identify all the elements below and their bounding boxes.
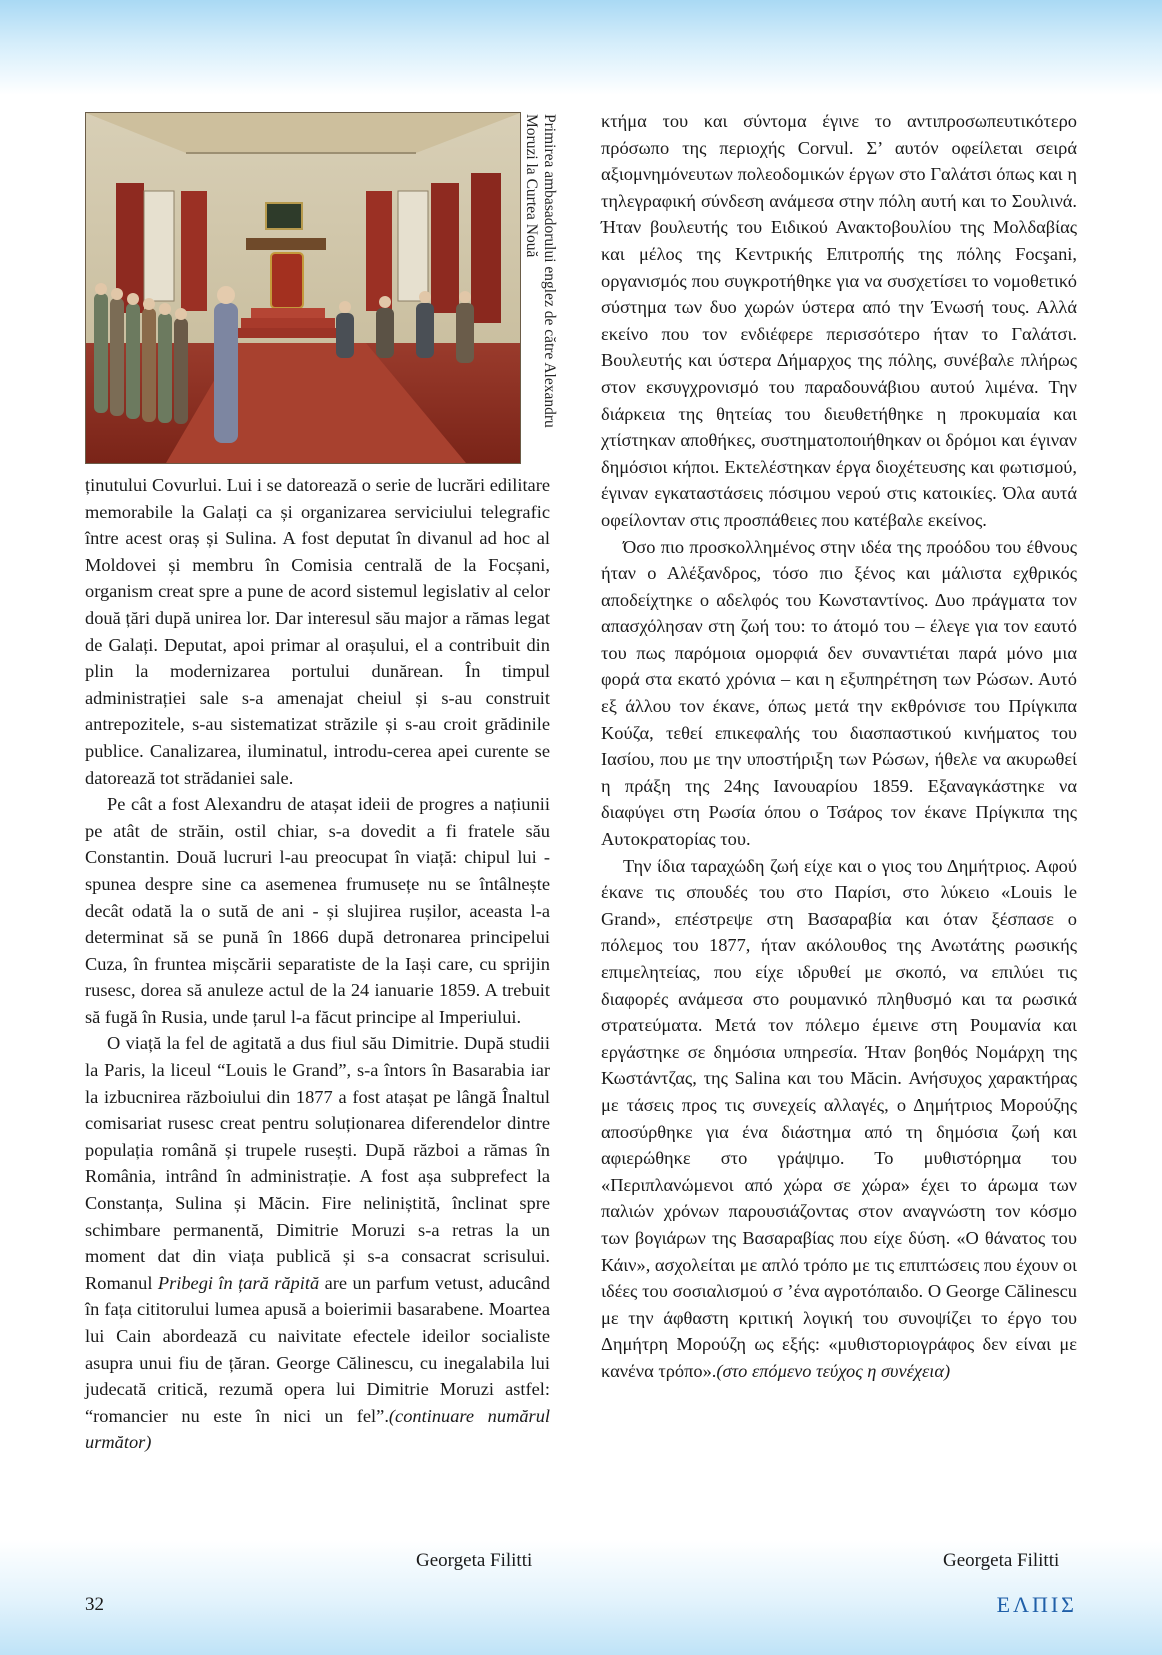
paragraph xyxy=(85,1030,550,1456)
author-signature: Georgeta Filitti xyxy=(943,1550,1060,1571)
magazine-title: ΕΛΠΙΣ xyxy=(996,1592,1077,1617)
paragraph: Όσο πιο προσκολλημένος στην ιδέα της προόδου του έθνους ήταν ο Αλέξανδρος, τόσο πιο ξένος και μάλιστα εχθρικός αποδείχτηκε ο αδελφός του Κωνσταντίνος. Δυο πράγματα τον απασχόλησαν στη ζωή του: το άτομό του – έλεγε για τον εαυτό του πως παρόμοια ομορφιά δεν συναντιέται παρά μόνο μια φορά στα εκατό χρόνια – και η εξυπηρέτηση των Ρώσων. Αυτό εξ άλλου τον έκανε, όπως μετά την εκθρόνισε του Πρίγκιπα Κούζα, τεθεί επικεφαλής του διασπαστικού κινήματος του Ιασίου, που με την υποστήριξη των Ρώσων, ήθελε να ακυρωθεί η πράξη της 24ης Ιανουαρίου 1859. Εξαναγκάστηκε να διαφύγει στη Ρωσία όπου ο Τσάρος τον έκανε Πρίγκιπα της Αυτοκρατορίας του. xyxy=(601,536,1077,850)
paragraph: Pe cât a fost Alexandru de atașat ideii de progres a națiunii pe atât de străin, ostil chiar, s-a dovedit a fi fratele său Constantin. Două lucruri l-au preocupat în viață: chipul lui - spunea despre sine ca asemenea frumusețe nu se întâlnește decât odată la o sută de ani - și slujirea rușilor, aceasta l-a determinat să se pună în 1866 după detronarea principelui Cuza, în fruntea mișcării separatiste de la Iași care, cu sprijin rusesc, dorea să anuleze actul de la 24 ianuarie 1859. A trebuit să fugă în Rusia, unde țarul l-a făcut principe al Imperiului. xyxy=(85,794,550,1027)
figure-caption xyxy=(522,114,560,464)
page-number: 32 xyxy=(85,1594,104,1615)
left-column-romanian xyxy=(85,472,550,1456)
paragraph: ținutului Covurlui. Lui i se datorează o serie de lucrări edilitare memorabile la Galați ca și organizarea serviciului telegrafic între acest oraș și Sulina. A fost deputat în divanul ad hoc al Moldovei și membru în Comisia centrală de la Focșani, organism creat spre a pune de acord sistemul legislativ al celor două țări după unirea lor. Dar interesul său major a rămas legat de Galați. Deputat, apoi primar al orașului, el a contribuit din plin la modernizarea portului dunărean. În timpul administrației sale s-a amenajat cheiul și s-au construit antrepozitele, s-au sistematizat străzile și s-au croit grădinile publice. Canalizarea, iluminatul, introdu-cerea apei curente se datorează tot strădaniei sale. xyxy=(85,475,550,788)
continuation-note: (στο επόμενο τεύχος η συνέχεια) xyxy=(716,1360,951,1381)
caption-text: Primirea ambasadorului englez de către Alexandru Moruzi la Curtea Nouă xyxy=(523,114,558,428)
reception-painting xyxy=(85,112,521,464)
paragraph: κτήμα του και σύντομα έγινε το αντιπροσωπευτικότερο πρόσωπο της περιοχής Corvul. Σ’ αυτόν οφείλεται σειρά αξιομνημόνευτων πολεοδομικών έργων στο Γαλάτσι όπως και η τηλεγραφική σύνδεση ανάμεσα στην πόλη αυτή και το Σουλινά. Ήταν βουλευτής του Ειδικού Ανακτοβουλίου της Μολδαβίας και μέλος της Κεντρικής Επιτροπής της πόλης Focşani, οργανισμός που συγκροτήθηκε για να συσχετίσει το νομοθετικό σύστημα των δυο χωρών ύστερα από την Ένωσή τους. Αλλά εκείνο που τον ενδιέφερε περισσότερο ήταν το Γαλάτσι. Βουλευτής και ύστερα Δήμαρχος της πόλης, συνέβαλε πλήρως στον εκσυγχρονισμό του παραδουνάβιου αυτού λιμένα. Την διάρκεια της θητείας του διευθετήθηκε η προκυμαία και χτίστηκαν αποθήκες, συστηματοποιήθηκαν οι δρόμοι και έγιναν δημόσιοι κήποι. Εκτελέστηκαν έργα διοχέτευσης και φωτισμού, έγιναν εγκαταστάσεις πόσιμου νερού στις κατοικίες. Όλα αυτά οφείλονταν στις προσπάθειες που κατέβαλε εκείνος. xyxy=(601,111,1077,530)
novel-title: Pribegi în țară răpită xyxy=(157,1272,320,1293)
text-run: O viață la fel de agitată a dus fiul său Dimitrie. După studii la Paris, la liceul “Louis le Grand”, s-a întors în Basarabia iar la izbucnirea războiului din 1877 a fost atașat pe lângă Înaltul comisariat rusesc creat pentru soluționarea diferendelor dintre populația română și trupele rusești. După război a rămas în România, intrând în administrație. A fost așa subprefect la Constanța, Sulina și Măcin. Fire neliniștită, înclinat spre schimbare permanentă, Dimitrie Moruzi s-a retras la un moment dat din viața publică și s-a consacrat scrisului. Romanul xyxy=(85,1033,550,1293)
text-run: Την ίδια ταραχώδη ζωή είχε και ο γιος του Δημήτριος. Αφού έκανε τις σπουδές του στο Παρίσι, στο λύκειο «Louis le Grand», επέστρεψε στη Βασαραβία και όταν ξέσπασε ο πόλεμος του 1877, ήταν ακόλουθος της Ανωτάτης ρωσικής επιμελητείας, που είχε ιδρυθεί με σκοπό, να επιλύει τις διαφορές ανάμεσα στο ρουμανικό πληθυσμό και τα ρωσικά στρατεύματα. Μετά τον πόλεμο έμεινε στη Ρουμανία και εργάστηκε σε δημόσια υπηρεσία. Ήταν βοηθός Νομάρχη της Κωστάντζας, της Salina και του Măcin. Ανήσυχος χαρακτήρας με τάσεις προς τις συνεχείς αλλαγές, ο Δημήτριος Μορούζης αποσύρθηκε για ένα διάστημα από τη δημόσια ζωή και αφιερώθηκε στο γράψιμο. Το μυθιστόρημα του «Περιπλανώμενοι από χώρα σε χώρα» έχει το άρωμα των παλιών χρόνων παρουσιάζοντας στον αναγνώστη τον κόσμο των βογιάρων της Βασαραβίας που είχε δύση. «Ο θάνατος του Κάιν», ασχολείται με απλό τρόπο με τις επιπτώσεις που έχουν οι ιδέες του σοσιαλισμού σ ’ένα αγροτόπαιδο. Ο George Călinescu με την άφθαστη κριτική λογική του συνοψίζει το έργο του Δημήτρη Μορούζη ως εξής: «μυθιστοριογράφος δεν είναι με κανένα τρόπο». xyxy=(601,855,1077,1381)
continuation-note: (continuare numărul următor) xyxy=(85,1405,551,1453)
right-column-greek xyxy=(601,108,1077,1385)
paragraph xyxy=(601,853,1077,1385)
text-run: are un parfum vetust, aducând în fața cititorului lumea apusă a boierimii basarabene. Moartea lui Cain abordează cu naivitate efectele ideilor socialiste asupra unui fiu de țăran. George Călinescu, cu inegalabila lui judecată critică, rezumă opera lui Dimitrie Moruzi astfel: “romancier nu este în nici un fel”. xyxy=(85,1272,550,1426)
author-signature: Georgeta Filitti xyxy=(416,1550,533,1571)
